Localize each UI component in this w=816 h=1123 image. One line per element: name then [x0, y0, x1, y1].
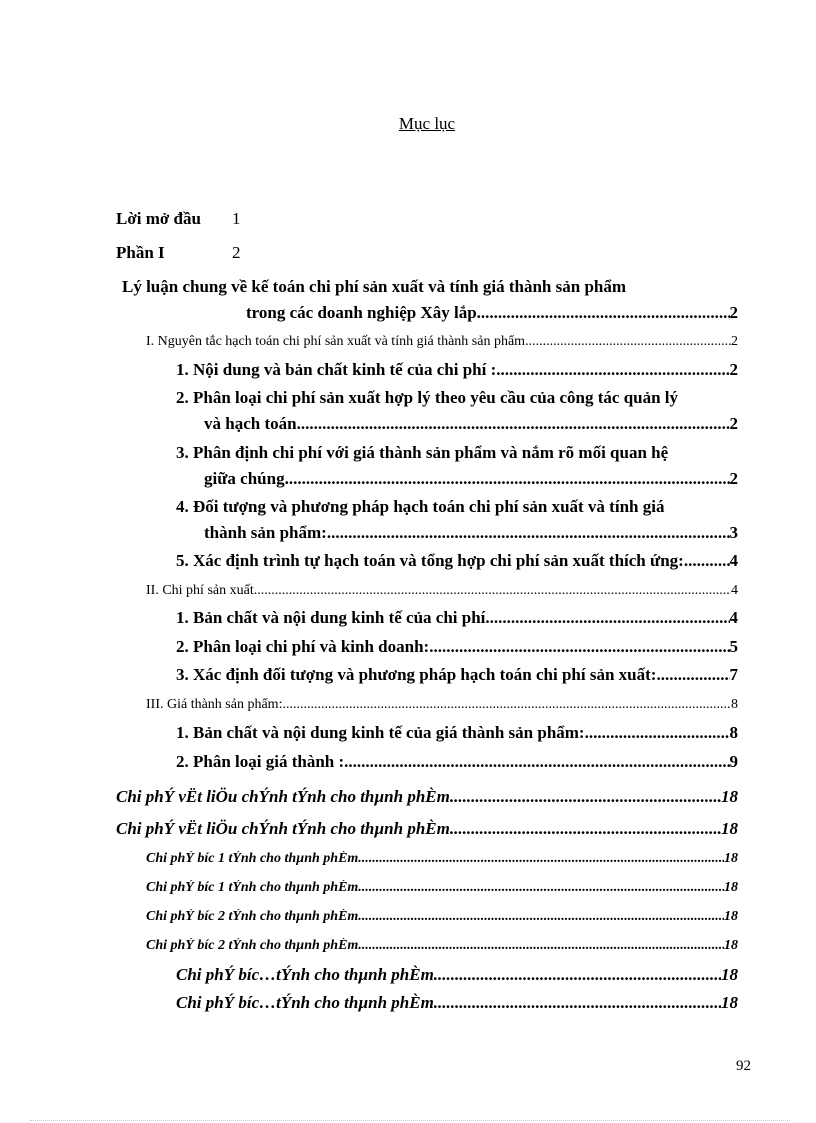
toc-item-row[interactable] [204, 469, 738, 489]
toc-item-text: Chi phÝ bíc…tÝnh cho thµnh phÈm [176, 965, 434, 984]
toc-item-row[interactable] [204, 414, 738, 434]
toc-item-text: Chi phÝ bíc 2 tÝnh cho thµnh phÈm [146, 909, 359, 924]
toc-item-line2: và hạch toán [204, 414, 297, 433]
toc-item-row[interactable] [176, 360, 738, 380]
toc-sec1-row[interactable] [146, 334, 738, 350]
toc-extra-row[interactable] [116, 819, 738, 839]
leader-dots [481, 303, 730, 323]
toc-item-text: 2. Phân loại chi phí và kinh doanh: [176, 637, 430, 656]
leader-dots [684, 551, 730, 571]
toc-item-line1: 4. Đối tượng và phương pháp hạch toán chi phí sản xuất và tính giá [176, 497, 665, 516]
toc-item-text: 1. Nội dung và bản chất kinh tế của chi phí : [176, 360, 497, 379]
toc-item-text: Chi phÝ bíc…tÝnh cho thµnh phÈm [176, 993, 434, 1012]
leader-dots [358, 938, 724, 954]
toc-heading-row[interactable] [246, 303, 738, 323]
toc-part1-label: Phần I [116, 243, 165, 262]
toc-page: 9 [729, 752, 738, 771]
toc-page: 2 [729, 469, 738, 488]
toc-item-text: 3. Xác định đối tượng và phương pháp hạch toán chi phí sản xuất: [176, 665, 657, 684]
toc-page: 18 [721, 819, 738, 838]
toc-part1-page: 2 [232, 243, 241, 262]
leader-dots [297, 414, 730, 434]
toc-extra-row[interactable] [146, 851, 738, 867]
toc-item-row[interactable] [176, 752, 738, 772]
toc-page: 18 [721, 965, 738, 984]
toc-extra-row[interactable] [146, 938, 738, 954]
leader-dots [358, 880, 724, 896]
toc-page: 4 [729, 551, 738, 570]
toc-item-text: Chi phÝ bíc 1 tÝnh cho thµnh phÈm [146, 880, 359, 895]
leader-dots [429, 637, 729, 657]
toc-page: 4 [731, 583, 738, 598]
toc-page: 18 [724, 851, 738, 866]
leader-dots [285, 469, 730, 489]
toc-extra-row[interactable] [146, 880, 738, 896]
leader-dots [358, 851, 724, 867]
leader-dots [358, 909, 724, 925]
toc-page: 18 [724, 938, 738, 953]
toc-page: 2 [729, 414, 738, 433]
toc-page: 7 [729, 665, 738, 684]
toc-item-text: 2. Phân loại giá thành : [176, 752, 345, 771]
toc-sec1-label: I. Nguyên tắc hạch toán chi phí sản xuất và tính giá thành sản phẩm [146, 334, 526, 349]
leader-dots [450, 787, 721, 807]
toc-page: 3 [729, 523, 738, 542]
toc-page: 2 [729, 303, 738, 322]
toc-item-text: Chi phÝ vËt liÖu chÝnh tÝnh cho thµnh phÈm [116, 787, 450, 806]
toc-page: 8 [729, 723, 738, 742]
toc-sec2-label: II. Chi phí sản xuất [146, 583, 254, 598]
toc-page: 2 [731, 334, 738, 349]
leader-dots [344, 752, 729, 772]
page-number: 92 [736, 1058, 751, 1074]
leader-dots [327, 523, 730, 543]
toc-heading-line1: Lý luận chung về kế toán chi phí sản xuất và tính giá thành sản phẩm [122, 277, 627, 296]
toc-item-text: 1. Bản chất và nội dung kinh tế của giá thành sản phẩm: [176, 723, 585, 742]
toc-item-text: Chi phÝ bíc 1 tÝnh cho thµnh phÈm [146, 851, 359, 866]
toc-item-line1: 3. Phân định chi phí với giá thành sản phẩm và nắm rõ mối quan hệ [176, 443, 669, 462]
toc-page: 2 [729, 360, 738, 379]
toc-intro-page: 1 [232, 209, 241, 228]
toc-item-row[interactable] [176, 608, 738, 628]
toc-extra-row[interactable] [146, 909, 738, 925]
toc-item-row[interactable] [176, 665, 738, 685]
page-title: Mục lục [398, 114, 456, 133]
toc-sec2-row[interactable] [146, 583, 738, 599]
toc-sec3-label: III. Giá thành sản phẩm: [146, 697, 283, 712]
toc-item-text: Chi phÝ bíc 2 tÝnh cho thµnh phÈm [146, 938, 359, 953]
toc-item-line2: giữa chúng [204, 469, 285, 488]
toc-page: 4 [729, 608, 738, 627]
toc-page: 8 [731, 697, 738, 712]
leader-dots [656, 665, 729, 685]
leader-dots [282, 697, 731, 713]
leader-dots [254, 583, 731, 599]
toc-extra-row[interactable] [116, 787, 738, 807]
toc-page: 18 [721, 993, 738, 1012]
toc-intro-label: Lời mở đầu [116, 209, 201, 228]
toc-page: 5 [729, 637, 738, 656]
leader-dots [450, 819, 721, 839]
leader-dots [434, 993, 721, 1013]
toc-item-row[interactable] [176, 637, 738, 657]
toc-sec3-row[interactable] [146, 697, 738, 713]
toc-item-text: Chi phÝ vËt liÖu chÝnh tÝnh cho thµnh phÈm [116, 819, 450, 838]
toc-page: 18 [724, 909, 738, 924]
toc-item-row[interactable] [176, 723, 738, 743]
leader-dots [525, 334, 731, 350]
toc-item-row[interactable] [176, 551, 738, 571]
leader-dots [434, 965, 721, 985]
footer-divider [30, 1120, 790, 1121]
leader-dots [485, 608, 729, 628]
toc-item-line2: thành sản phẩm: [204, 523, 327, 542]
leader-dots [585, 723, 730, 743]
leader-dots [496, 360, 729, 380]
toc-extra-row[interactable] [176, 993, 738, 1013]
toc-item-row[interactable] [204, 523, 738, 543]
toc-extra-row[interactable] [176, 965, 738, 985]
toc-item-line1: 2. Phân loại chi phí sản xuất hợp lý theo yêu cầu của công tác quản lý [176, 388, 679, 407]
toc-page: 18 [721, 787, 738, 806]
toc-item-text: 5. Xác định trình tự hạch toán và tổng hợp chi phí sản xuất thích ứng: [176, 551, 684, 570]
toc-item-text: 1. Bản chất và nội dung kinh tế của chi phí [176, 608, 486, 627]
toc-heading-line2: trong các doanh nghiệp Xây lắp. [246, 303, 481, 322]
toc-page: 18 [724, 880, 738, 895]
